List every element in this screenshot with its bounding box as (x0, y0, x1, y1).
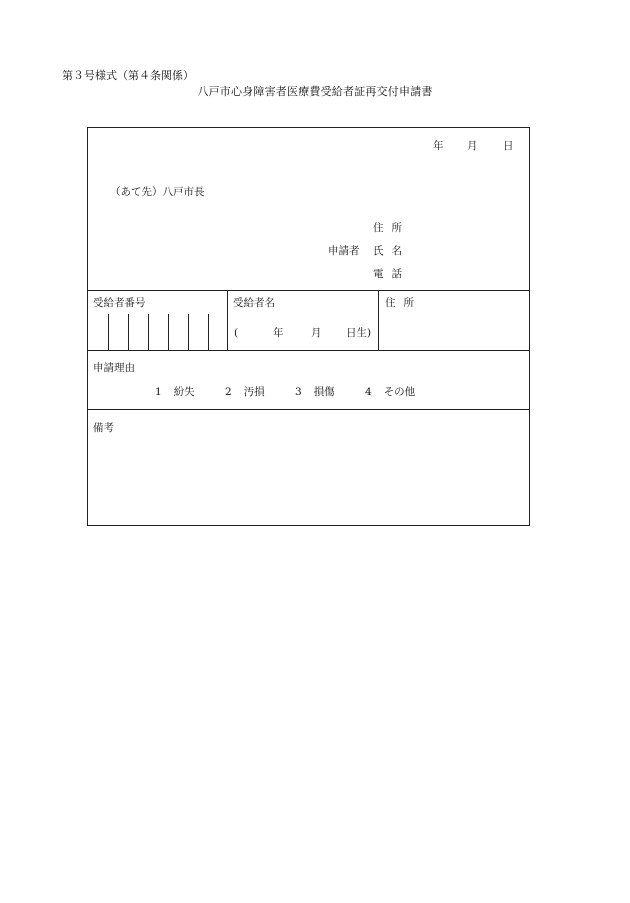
divider-applicant-recipient (87, 290, 530, 291)
number-digit-divider (128, 314, 129, 350)
reason-option-number: 2 (225, 386, 232, 398)
recipient-address-label: 住所 (385, 297, 422, 309)
reason-option-lost (155, 387, 195, 398)
number-digit-divider (168, 314, 169, 350)
divider-reason-remarks (87, 409, 530, 410)
form-number: 第３号様式（第４条関係） (62, 69, 194, 82)
applicant-label: 申請者 (328, 245, 360, 257)
date-year-label: 年 (433, 140, 444, 152)
reason-option-damaged (295, 387, 335, 398)
number-digit-divider (188, 314, 189, 350)
applicant-name-label: 氏名 (373, 245, 410, 257)
page-title: 八戸市心身障害者医療費受給者証再交付申請書 (197, 85, 433, 98)
number-digit-divider (148, 314, 149, 350)
birthdate-month-label: 月 (311, 327, 322, 339)
addressee: （あて先）八戸市長 (110, 186, 205, 198)
remarks-label: 備考 (93, 422, 114, 434)
divider-number-name (227, 290, 228, 350)
number-digit-divider (208, 314, 209, 350)
reason-option-number: 4 (365, 386, 372, 398)
birthdate-day-label: 日生) (346, 327, 372, 339)
recipient-name-label: 受給者名 (233, 297, 275, 309)
birthdate-year-label: 年 (273, 327, 284, 339)
reason-option-number: 1 (155, 386, 162, 398)
reason-option-other (365, 387, 415, 398)
recipient-number-label: 受給者番号 (93, 297, 146, 309)
date-day-label: 日 (503, 140, 514, 152)
reason-option-number: 3 (295, 386, 302, 398)
applicant-address-label: 住所 (373, 222, 410, 234)
reason-option-text: 損傷 (313, 386, 335, 398)
divider-name-address (378, 290, 379, 350)
reason-label: 申請理由 (93, 362, 135, 374)
applicant-phone-label: 電話 (373, 268, 410, 280)
date-month-label: 月 (467, 140, 478, 152)
number-digit-divider (108, 314, 109, 350)
reason-option-soiled (225, 387, 265, 398)
reason-option-text: 紛失 (173, 386, 195, 398)
reason-option-text: 汚損 (243, 386, 265, 398)
reason-option-text: その他 (383, 386, 416, 398)
divider-recipient-reason (87, 350, 530, 351)
birthdate-open-paren: ( (234, 327, 239, 339)
